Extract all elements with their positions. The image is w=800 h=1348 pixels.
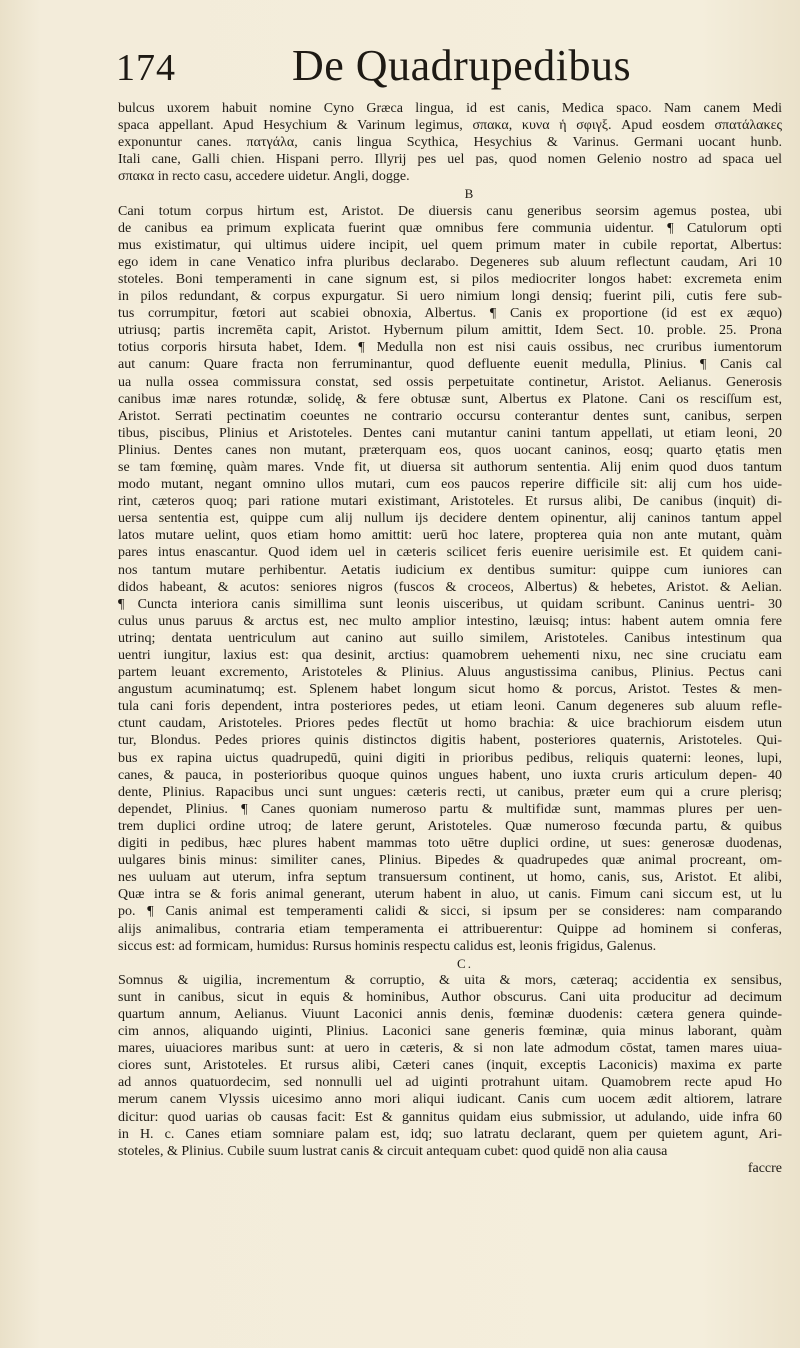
- paragraph-c: [118, 972, 782, 1160]
- text-line: uulgares binis minus: similiter canes, Plinius. Bipedes & quadrupedes quæ animal procreant, om-: [118, 853, 782, 869]
- catchword: faccre: [747, 1160, 782, 1176]
- paragraph-b: [118, 203, 782, 955]
- text-line: trem duplici ordine utroq; de latere gerunt, Aristoteles. Quæ numeroso fœcunda partu, & quibus: [118, 818, 782, 834]
- text-line: ¶ Cuncta interiora canis simillima sunt leonis uisceribus, ut quidam scribunt. Caninus uentri- 30: [118, 596, 782, 612]
- text-line: σπακα in recto casu, accedere uidetur. Angli, dogge.: [118, 169, 410, 185]
- text-line: totius corporis hirsuta habet, Idem. ¶ Medulla non est nisi cauis ossibus, nec cruribus iumentorum: [118, 340, 782, 356]
- text-line: Somnus & uigilia, incrementum & corruptio, & uita & mors, cæteraq; accidentia ex sensibus,: [118, 972, 782, 988]
- text-line: Quæ intra se & foris animal generant, uterum habent in aluo, ut canis. Fimum cani siccum est, ut lu: [118, 887, 782, 903]
- text-line: in pilos redundant, & corpus expurgatur. Si uero nimium longi densiq; fuerint pili, cutis fere sub-: [118, 289, 782, 305]
- text-line: sunt in canibus, sicut in equis & hominibus, Author obscurus. Cani uita producitur ad decimum: [118, 989, 782, 1005]
- text-line: canibus imæ nares rotundæ, solidę, & fere obtusæ sunt, Albertus ex Platone. Cani os resciſſum est,: [118, 391, 782, 407]
- text-line: bus ex rapina uictus quadrupedū, quini digiti in prioribus pedibus, reliquis quaterni: leones, lupi,: [118, 750, 782, 766]
- text-line: utriusq; partis incremēta capit, Aristot. Hybernum pilum amittit, Idem Sect. 10. proble. 25. Prona: [118, 323, 782, 339]
- text-line: ad annos quatuordecim, sed nonnulli uel ad uiginti protrahunt uitam. Quamobrem recte apud Ho: [118, 1075, 782, 1091]
- text-line: mus existimatur, qui ultimus uidere incipit, uel quem primum mater in cubile reportat, Albertus:: [118, 237, 782, 253]
- text-line: nes uuluam aut uterum, infra septum transuersum continent, ut homo, canis, sus, Aristot. Et alibi,: [118, 870, 782, 886]
- text-line: tus corrumpitur, fœtori aut scabiei obnoxia, Albertus. ¶ Canis ex proportione (id est ex æquo): [118, 306, 782, 322]
- text-line: siccus est: ad formicam, humidus: Rursus hominis respectu calidus est, leonis frigidus, Galenus.: [118, 938, 657, 954]
- text-line: didos habeant, & acutos: seniores nigros (fuscos & croceos, Albertus) & hebetes, Aristot. & Aelian.: [118, 579, 782, 595]
- paragraph-a: [118, 100, 782, 185]
- text-line: spaca appellant. Apud Hesychium & Varinum legimus, σπακα, κυνα ἡ σφιγξ. Apud eosdem σπατάλακες: [118, 118, 782, 134]
- text-line: aut canum: Quare fracta non ferruminantur, quod defluente euenit medulla, Plinius. ¶ Canis cal: [118, 357, 782, 373]
- section-marker-c: C.: [457, 955, 473, 971]
- text-block: [118, 100, 782, 1177]
- text-line: dependet, Plinius. ¶ Canes quoniam numeroso partu & multifidæ sunt, mammas plures per uen-: [118, 801, 782, 817]
- text-line: tula cani foris dependent, intra posteriores pedes, ut etiam leoni. Canum degeneres sub aluum refle-: [118, 699, 782, 715]
- text-line: canes, & pauca, in posterioribus quoque quinos ungues habent, uno iuxta cruris articulum depen- 40: [118, 767, 782, 783]
- text-line: dente, Plinius. Rapacibus unci sunt ungues: cæteris recti, ut canibus, præter eum qui a crure plerisq;: [118, 784, 782, 800]
- text-line: modo mutant, negant omnino ullos mutari, cum eos paucos reperire difficile sit: alij cum hos uide-: [118, 477, 782, 493]
- text-line: rint, cæteros quoq; pari ratione mutari existimant, Aristoteles. Et rursus alibi, De canibus (inquit) di-: [118, 494, 782, 510]
- text-line: de canibus ea primum explicata fuerint quæ omnibus fere communia uidentur. ¶ Catulorum opti: [118, 220, 782, 236]
- text-line: mares, uiuaciores maribus sunt: at uero in cæteris, & si non late admodum cōstat, tamen mares uiua-: [118, 1041, 782, 1057]
- text-line: ua nulla ossea commissura constat, sed ossis perpetuitate continetur, Aristot. Aelianus. Generosis: [118, 374, 782, 390]
- text-line: nos tantum mutare perhibentur. Aetatis iudicium ex dentibus sumitur: quippe cum iuniores can: [118, 562, 782, 578]
- text-line: stoteles. Boni temperamenti in cane signum est, si pilos mediocriter longos habet: excremeta enim: [118, 271, 782, 287]
- text-line: uersa sententia est, quippe cum alij nullum ijs decidere dentem opinentur, alij caninos tantum appel: [118, 511, 782, 527]
- text-line: Plinius. Dentes canes non mutant, præterquam eos, quos uocant caninos, eosq; quarto ętatis men: [118, 442, 782, 458]
- text-line: ciores sunt, Aristoteles. Et rursus alibi, Cæteri canes (inquit, exceptis Laconicis) maxima ex parte: [118, 1058, 782, 1074]
- text-line: bulcus uxorem habuit nomine Cyno Græca lingua, id est canis, Medica spaco. Nam canem Medi: [118, 101, 782, 116]
- text-line: cim annos, aliquando uiginti, Plinius. Laconici sane generis fœminæ, quia minus laborant, quàm: [118, 1024, 782, 1040]
- text-line: partem leuant excremento, Aristoteles & Plinius. Aluus angustissima canibus, Plinius. Pectus cani: [118, 665, 782, 681]
- text-line: ego idem in cane Venatico infra pluribus declarabo. Degeneres sub aluum reflectunt caudam, Ari 10: [118, 254, 782, 270]
- text-line: digiti in pedibus, hæc plures habent mammas toto uētre duplici ordine, ut sues: generosæ duodenas,: [118, 836, 782, 852]
- text-line: alijs animalibus, contraria etiam temperamenta ei attribuerentur: Quippe ad hominem si conferas,: [118, 921, 782, 937]
- text-line: exponuntur canes. πατγάλα, canis lingua Scythica, Hesychius & Varinus. Germani uocant hunb.: [118, 135, 782, 151]
- page-number: 174: [116, 47, 176, 89]
- text-line: utrinq; dentata uentriculum aut canino aut suillo similem, Aristoteles. Canibus intestinum qua: [118, 630, 782, 646]
- running-head: De Quadrupedibus: [292, 41, 632, 90]
- text-line: culus unus paruus & arctus est, nec multo amplior intestino, læuisq; intus: habent autem omnia fere: [118, 613, 782, 629]
- text-line: latos mutare uelint, quos etiam homo amittit: uerū hoc latere, propterea quia non ante mutant, quàm: [118, 528, 782, 544]
- text-line: Cani totum corpus hirtum est, Aristot. De diuersis canu generibus seorsim agemus postea, ubi: [118, 203, 782, 219]
- text-line: dicitur: quod uarias ob causas facit: Est & gannitus quidam eius submissior, ut adulando, uide infra 60: [118, 1109, 782, 1125]
- text-line: se tam fœminę, quàm mares. Vnde fit, ut diuersa sit authorum sententia. Alij enim quod duos tantum: [118, 459, 782, 475]
- text-line: uentri iungitur, laxius est: qua desinit, arctius: quamobrem uehementi nixu, nec sine cruciatu eam: [118, 648, 782, 663]
- text-line: Itali cane, Galli chien. Hispani perro. Illyrij pes uel pas, quod nomen Gelenio nostro ad spaca uel: [118, 152, 782, 168]
- text-line: pares intus enascantur. Quod idem uel in cæteris scilicet feris euenire uerisimile est. Et quidem cani-: [118, 545, 782, 561]
- text-line: in H. c. Canes etiam somniare palam est, idq; suo latratu declarant, quem per quietem agunt, Ari-: [118, 1126, 782, 1142]
- text-line: tibus, piscibus, Plinius et Aristoteles. Dentes cani mutantur canini tantum appellati, ut etiam leoni, 20: [118, 425, 782, 441]
- text-line: merum canem Vlyssis uicesimo anno mori aliqui iudicant. Canis cum uocem ædit altiorem, latrare: [118, 1092, 782, 1108]
- text-line: angustum acuminatumq; est. Splenem habet longum sicut homo & porcus, Aristot. Testes & men-: [118, 682, 782, 698]
- section-marker-b: B: [464, 186, 476, 202]
- text-line: po. ¶ Canis animal est temperamenti calidi & sicci, si ipsum per se consideres: nam comparando: [118, 904, 782, 920]
- text-line: tur, Blondus. Pedes priores quinis distinctos digitis habent, posteriores quaternis, Aristoteles. Qui-: [118, 733, 782, 749]
- text-line: ctunt caudam, Aristoteles. Priores pedes flectūt ut homo brachia: & uice brachiorum eisdem utun: [118, 716, 782, 732]
- text-line: quartum annum, Aelianus. Viuunt Laconici annis denis, fœminæ duodenis: cætera genera quinde-: [118, 1006, 782, 1022]
- text-line: Aristot. Serrati pectinatim coeuntes ne contrario occursu conterantur dentes sunt, canibus, serpen: [118, 408, 782, 424]
- text-line: stoteles, & Plinius. Cubile suum lustrat canis & circuit antequam cubet: quod quidē non alia causa: [118, 1143, 668, 1159]
